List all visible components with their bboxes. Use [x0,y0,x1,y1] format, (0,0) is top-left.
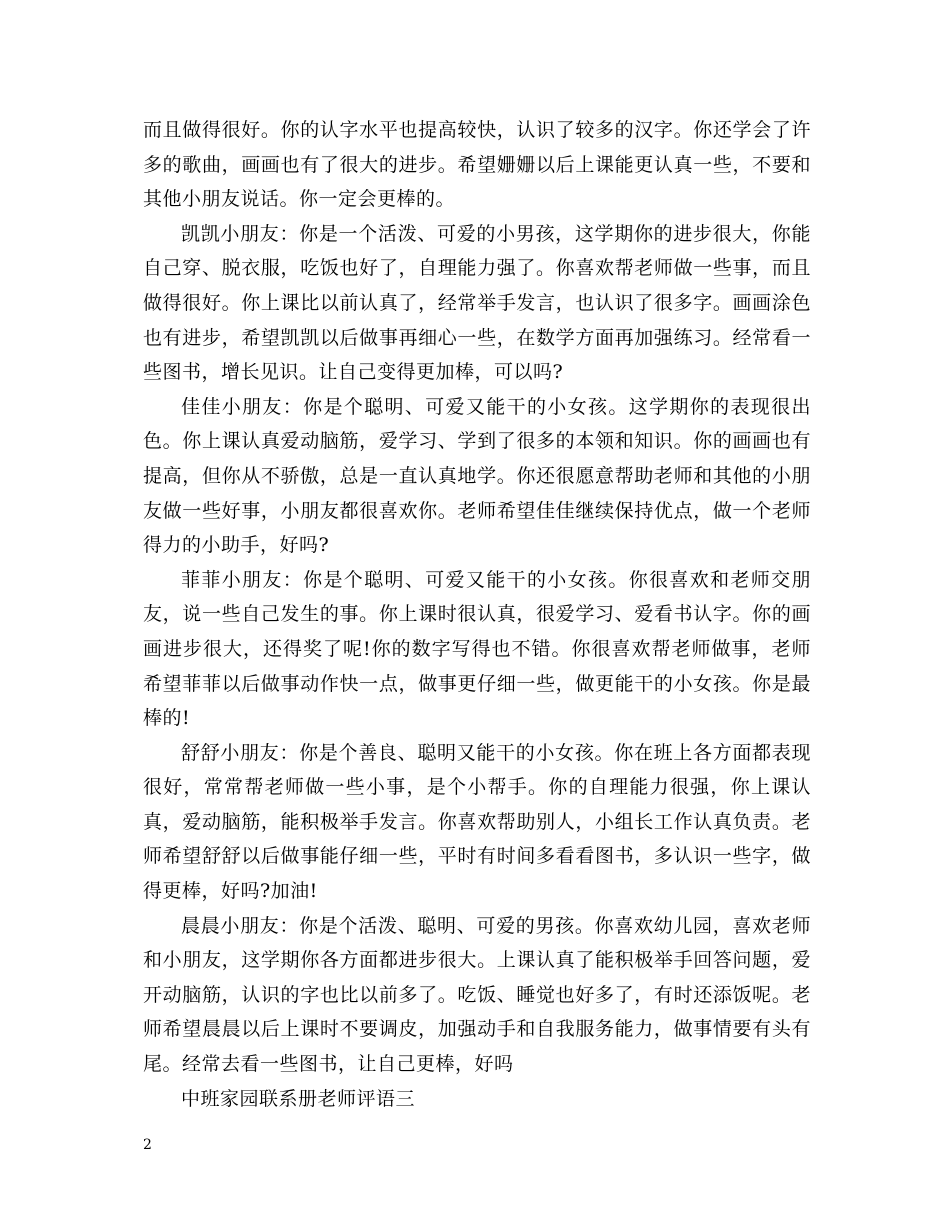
paragraph-jiajia-comment: 佳佳小朋友：你是个聪明、可爱又能干的小女孩。这学期你的表现很出色。你上课认真爱动脑筋，爱学习、学到了很多的本领和知识。你的画画也有提高，但你从不骄傲，总是一直认真地学。你还很愿意帮助老师和其他的小朋友做一些好事，小朋友都很喜欢你。老师希望佳佳继续保持优点，做一个老师得力的小助手，好吗? [143,395,811,557]
section-heading: 中班家园联系册老师评语三 [181,1087,416,1110]
paragraph-chenchen-comment: 晨晨小朋友：你是个活泼、聪明、可爱的男孩。你喜欢幼儿园，喜欢老师和小朋友，这学期你各方面都进步很大。上课认真了能积极举手回答问题，爱开动脑筋，认识的字也比以前多了。吃饭、睡觉也好多了，有时还添饭呢。老师希望晨晨以后上课时不要调皮，加强动手和自我服务能力，做事情要有头有尾。经常去看一些图书，让自己更棒，好吗 [143,914,811,1076]
page-number: 2 [143,1137,152,1153]
document-body [143,113,811,1116]
paragraph-shushu-comment: 舒舒小朋友：你是个善良、聪明又能干的小女孩。你在班上各方面都表现很好，常常帮老师做一些小事，是个小帮手。你的自理能力很强，你上课认真，爱动脑筋，能积极举手发言。你喜欢帮助别人，小组长工作认真负责。老师希望舒舒以后做事能仔细一些，平时有时间多看看图书，多认识一些字，做得更棒，好吗?加油! [143,741,811,903]
paragraph-feifei-comment: 菲菲小朋友：你是个聪明、可爱又能干的小女孩。你很喜欢和老师交朋友，说一些自己发生的事。你上课时很认真，很爱学习、爱看书认字。你的画画进步很大，还得奖了呢!你的数字写得也不错。你很喜欢帮老师做事，老师希望菲菲以后做事动作快一点，做事更仔细一些，做更能干的小女孩。你是最棒的! [143,568,811,730]
paragraph-kaikai-comment: 凯凯小朋友：你是一个活泼、可爱的小男孩，这学期你的进步很大，你能自己穿、脱衣服，吃饭也好了，自理能力强了。你喜欢帮老师做一些事，而且做得很好。你上课比以前认真了，经常举手发言，也认识了很多字。画画涂色也有进步，希望凯凯以后做事再细心一些，在数学方面再加强练习。经常看一些图书，增长见识。让自己变得更加棒，可以吗? [143,222,811,384]
paragraph-continuation: 而且做得很好。你的认字水平也提高较快，认识了较多的汉字。你还学会了许多的歌曲，画画也有了很大的进步。希望姗姗以后上课能更认真一些，不要和其他小朋友说话。你一定会更棒的。 [143,119,811,211]
